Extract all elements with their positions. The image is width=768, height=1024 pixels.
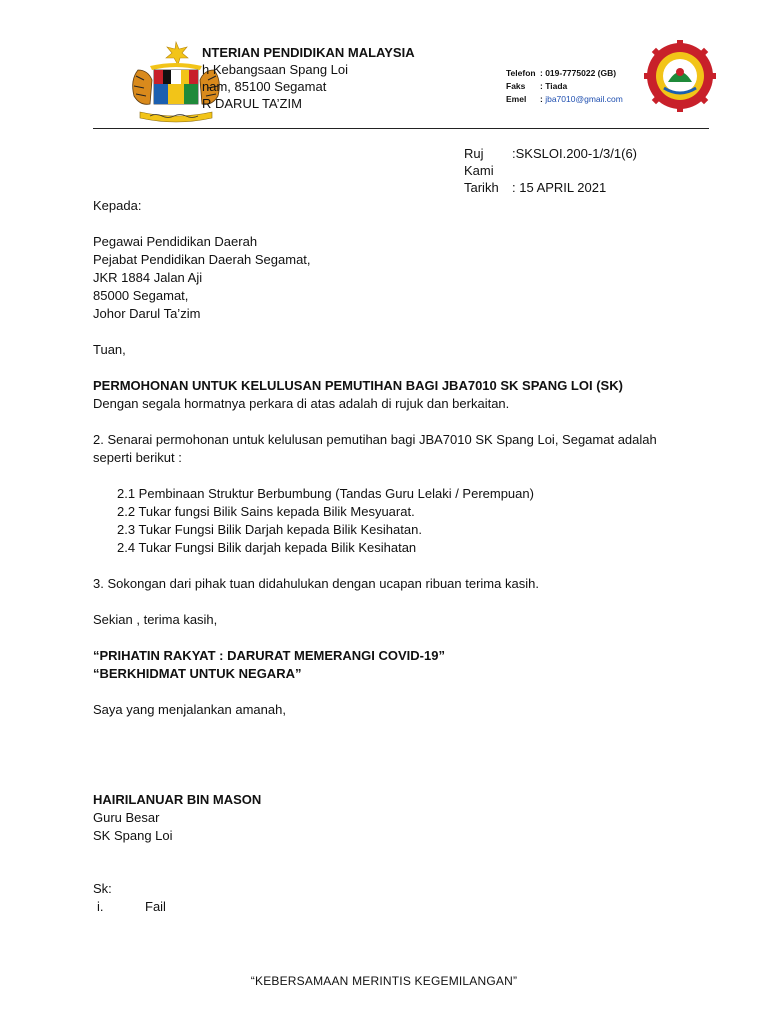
ministry-name: NTERIAN PENDIDIKAN MALAYSIA xyxy=(202,45,415,60)
email-separator: : xyxy=(540,94,543,104)
list-item: 2.2 Tukar fungsi Bilik Sains kepada Bilik Mesyuarat. xyxy=(117,504,415,519)
signature-space xyxy=(93,719,713,791)
paragraph-2: 2. Senarai permohonan untuk kelulusan pemutihan bagi JBA7010 SK Spang Loi, Segamat adalah xyxy=(93,432,657,447)
fax-label: Faks xyxy=(506,81,526,91)
school-state: R DARUL TA’ZIM xyxy=(202,96,302,111)
to-label: Kepada: xyxy=(93,198,142,213)
phone-value: : 019-7775022 (GB) xyxy=(540,68,617,78)
school-name: h Kebangsaan Spang Loi xyxy=(202,62,349,77)
recipient-line: Johor Darul Ta’zim xyxy=(93,306,201,321)
subject-line: PERMOHONAN UNTUK KELULUSAN PEMUTIHAN BAGI JBA7010 SK SPANG LOI (SK) xyxy=(93,378,623,393)
ruj-value: :SKSLOI.200-1/3/1(6) xyxy=(512,146,638,161)
request-list xyxy=(93,485,713,557)
recipient-line: 85000 Segamat, xyxy=(93,288,189,303)
email-link[interactable]: jba7010@gmail.com xyxy=(545,94,623,104)
trust-line: Saya yang menjalankan amanah, xyxy=(93,702,286,717)
email-label: Emel xyxy=(506,94,527,104)
reference-block xyxy=(464,145,637,196)
paragraph-2-cont: seperti berikut : xyxy=(93,450,182,465)
list-item: 2.3 Tukar Fungsi Bilik Darjah kepada Bilik Kesihatan. xyxy=(117,522,422,537)
list-item: 2.4 Tukar Fungsi Bilik darjah kepada Bilik Kesihatan xyxy=(117,540,417,555)
signer-title: Guru Besar xyxy=(93,810,160,825)
fax-value: : Tiada xyxy=(540,81,568,91)
cc-item xyxy=(93,898,713,916)
letter-body xyxy=(93,197,713,916)
list-item: 2.1 Pembinaan Struktur Berbumbung (Tandas Guru Lelaki / Perempuan) xyxy=(117,486,534,501)
ruj-label: Ruj Kami xyxy=(464,146,494,178)
recipient-line: JKR 1884 Jalan Aji xyxy=(93,270,203,285)
paragraph-3: 3. Sokongan dari pihak tuan didahulukan dengan ucapan ribuan terima kasih. xyxy=(93,576,539,591)
signer-name: HAIRILANUAR BIN MASON xyxy=(93,792,262,807)
letterhead xyxy=(202,44,415,112)
date-label: Tarikh xyxy=(464,180,499,195)
crest-star-icon xyxy=(166,42,188,65)
school-logo xyxy=(644,40,716,112)
footer-motto: “KEBERSAMAAN MERINTIS KEGEMILANGAN” xyxy=(250,974,518,988)
cc-text: Fail xyxy=(145,899,166,914)
salutation: Tuan, xyxy=(93,342,126,357)
header-divider xyxy=(93,128,709,129)
closing: Sekian , terima kasih, xyxy=(93,612,218,627)
cc-label: Sk: xyxy=(93,881,112,896)
signer-school: SK Spang Loi xyxy=(93,828,173,843)
contact-block xyxy=(506,67,623,106)
slogan-negara: “BERKHIDMAT UNTUK NEGARA” xyxy=(93,666,302,681)
school-address: nam, 85100 Segamat xyxy=(202,79,327,94)
cc-number: i. xyxy=(97,899,104,914)
recipient-line: Pegawai Pendidikan Daerah xyxy=(93,234,258,249)
phone-label: Telefon xyxy=(506,68,536,78)
slogan-covid: “PRIHATIN RAKYAT : DARURAT MEMERANGI COVID-19” xyxy=(93,648,445,663)
date-value: : 15 APRIL 2021 xyxy=(512,180,607,195)
paragraph-1: Dengan segala hormatnya perkara di atas adalah di rujuk dan berkaitan. xyxy=(93,396,510,411)
recipient-line: Pejabat Pendidikan Daerah Segamat, xyxy=(93,252,311,267)
gear-badge-icon xyxy=(644,40,716,112)
